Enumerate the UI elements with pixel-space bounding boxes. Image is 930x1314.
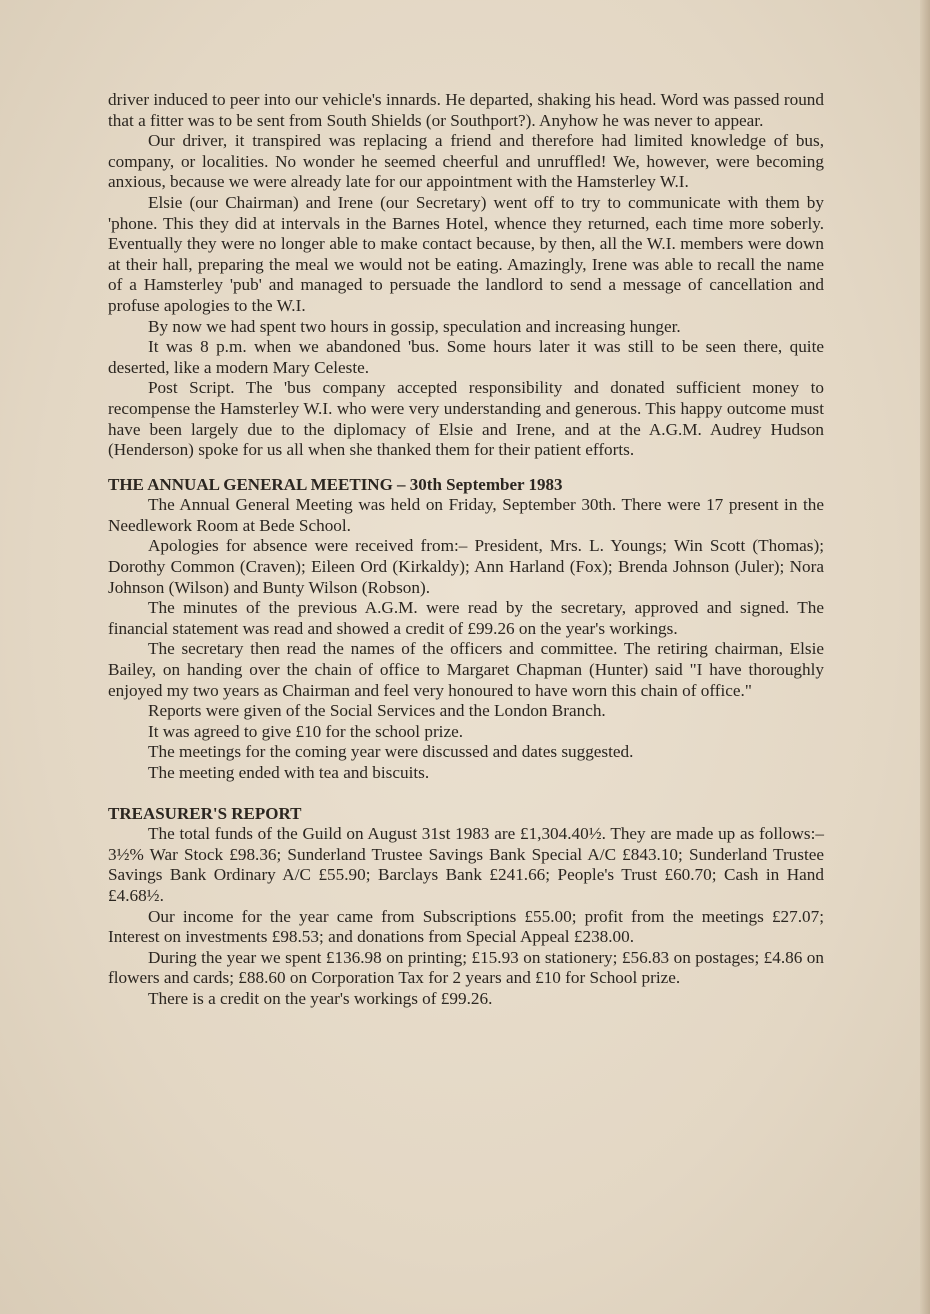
paragraph: The Annual General Meeting was held on Friday, September 30th. There were 17 present in the Needlework Room at Bede School.	[108, 495, 824, 535]
paragraph: It was 8 p.m. when we abandoned 'bus. Some hours later it was still to be seen there, quite deserted, like a modern Mary Celeste.	[108, 337, 824, 377]
paragraph: Post Script. The 'bus company accepted responsibility and donated sufficient money to recompense the Hamsterley W.I. who were very understanding and generous. This happy outcome must have been largely due to the diplomacy of Elsie and Irene, and at the A.G.M. Audrey Hudson (Henderson) spoke for us all when she thanked them for their patient efforts.	[108, 378, 824, 460]
paragraph: Our driver, it transpired was replacing a friend and therefore had limited knowledge of bus, company, or localities. No wonder he seemed cheerful and unruffled! We, however, were becoming anxious, because we were already late for our appointment with the Hamsterley W.I.	[108, 131, 824, 192]
paragraph: During the year we spent £136.98 on printing; £15.93 on stationery; £56.83 on postages; £4.86 on flowers and cards; £88.60 on Corporation Tax for 2 years and £10 for School prize.	[108, 947, 824, 988]
paragraph: The meetings for the coming year were discussed and dates suggested.	[148, 742, 634, 762]
paragraph: There is a credit on the year's workings of £99.26.	[148, 988, 493, 1008]
paragraph: The total funds of the Guild on August 31st 1983 are £1,304.40½. They are made up as follows:– 3½% War Stock £98.36; Sunderland Trustee Savings Bank Special A/C £843.10; Sunderland Trustee Savings Bank Ordinary A/C £55.90; Barclays Bank £241.66; People's Trust £60.70; Cash in Hand £4.68½.	[108, 824, 824, 905]
paragraph: Apologies for absence were received from:– President, Mrs. L. Youngs; Win Scott (Thomas); Dorothy Common (Craven); Eileen Ord (Kirkaldy); Ann Harland (Fox); Brenda Johnson (Juler); Nora Johnson (Wilson) and Bunty Wilson (Robson).	[108, 536, 824, 597]
paragraph: By now we had spent two hours in gossip, speculation and increasing hunger.	[148, 316, 681, 336]
agm-heading: THE ANNUAL GENERAL MEETING – 30th September 1983	[108, 474, 563, 494]
document-body	[108, 90, 824, 1010]
paragraph: Our income for the year came from Subscriptions £55.00; profit from the meetings £27.07; Interest on investments £98.53; and donations from Special Appeal £238.00.	[108, 906, 824, 947]
paragraph: The meeting ended with tea and biscuits.	[148, 763, 430, 782]
paragraph: It was agreed to give £10 for the school prize.	[148, 721, 463, 741]
paragraph: The secretary then read the names of the officers and committee. The retiring chairman, Elsie Bailey, on handing over the chain of office to Margaret Chapman (Hunter) said "I have thoroughly enjoyed my two years as Chairman and feel very honoured to have worn this chain of office."	[108, 639, 824, 700]
treasurer-heading: TREASURER'S REPORT	[108, 803, 302, 823]
page-edge	[920, 0, 930, 1314]
paragraph: driver induced to peer into our vehicle's innards. He departed, shaking his head. Word was passed round that a fitter was to be sent from South Shields (or Southport?). Anyhow he was never to appear.	[108, 90, 824, 130]
paragraph: The minutes of the previous A.G.M. were read by the secretary, approved and signed. The financial statement was read and showed a credit of £99.26 on the year's workings.	[108, 598, 824, 638]
paragraph: Elsie (our Chairman) and Irene (our Secretary) went off to try to communicate with them by 'phone. This they did at intervals in the Barnes Hotel, whence they returned, each time more soberly. Eventually they were no longer able to make contact because, by then, all the W.I. members were down at their hall, preparing the meal we would not be eating. Amazingly, Irene was able to recall the name of a Hamsterley 'pub' and managed to persuade the landlord to send a message of cancellation and profuse apologies to the W.I.	[108, 192, 824, 315]
paragraph: Reports were given of the Social Services and the London Branch.	[148, 701, 606, 721]
